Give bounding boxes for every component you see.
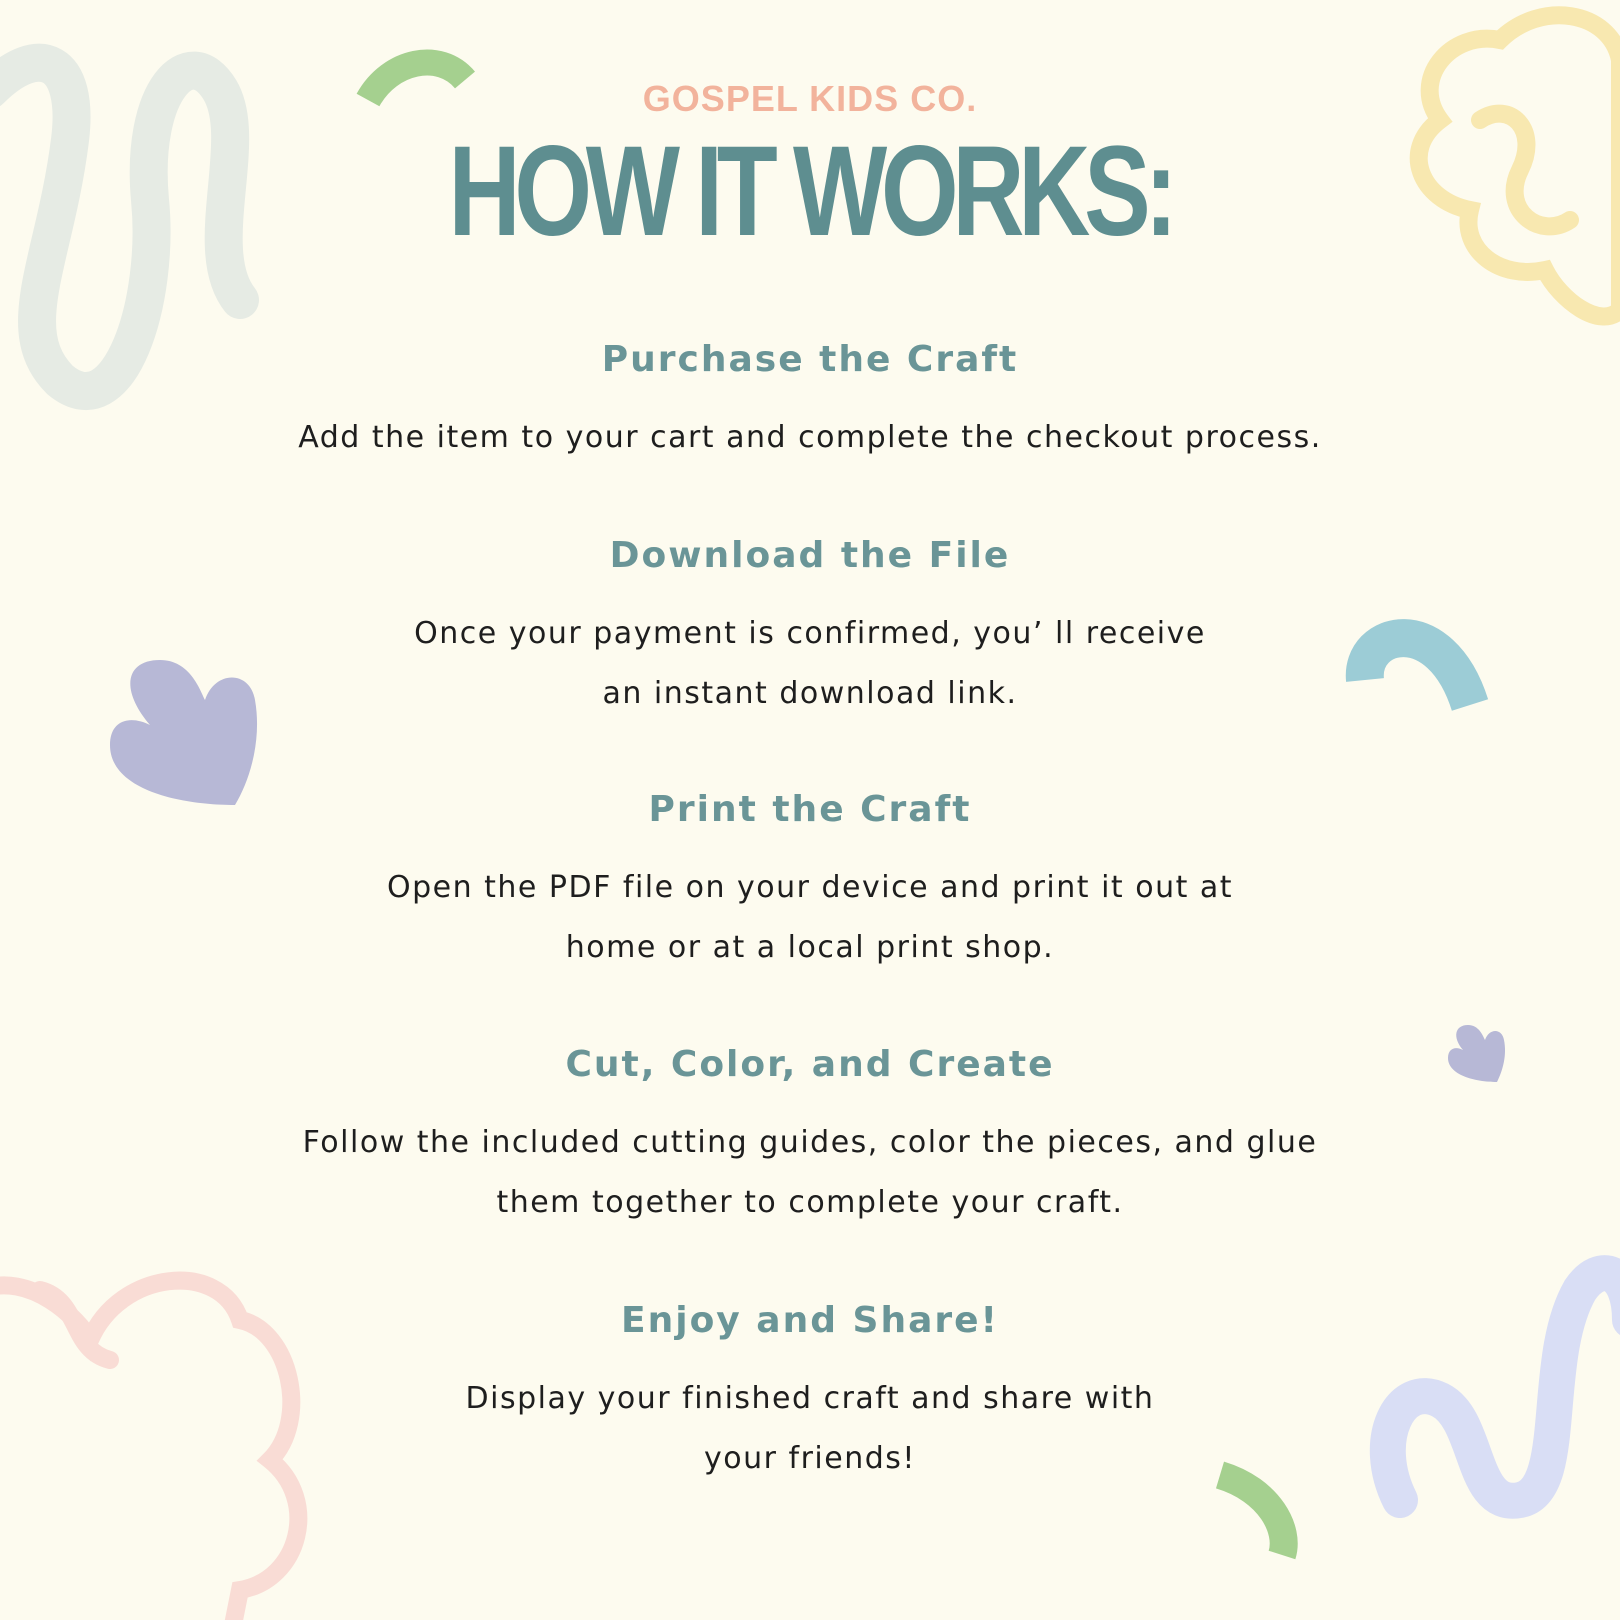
step-print: [0, 789, 1620, 978]
step-heading: Enjoy and Share!: [621, 1300, 999, 1341]
step-heading: Download the File: [609, 535, 1011, 576]
step-heading: Cut, Color, and Create: [565, 1044, 1055, 1085]
step-body: Open the PDF file on your device and print it out at home or at a local print shop.: [386, 870, 1234, 965]
step-body: Add the item to your cart and complete the checkout process.: [298, 420, 1322, 455]
step-download: [0, 535, 1620, 724]
brand-name: GOSPEL KIDS CO.: [642, 78, 978, 119]
step-body: Follow the included cutting guides, color the pieces, and glue them together to complete your craft.: [302, 1125, 1318, 1220]
step-body: Display your finished craft and share with your friends!: [465, 1381, 1155, 1476]
step-heading: Purchase the Craft: [601, 339, 1019, 380]
step-purchase: [0, 339, 1620, 468]
step-enjoy-share: [0, 1300, 1620, 1489]
page-title: HOW IT WORKS:: [448, 120, 1172, 263]
step-cut-color-create: [0, 1044, 1620, 1233]
step-heading: Print the Craft: [648, 789, 972, 830]
step-body: Once your payment is confirmed, you’ ll receive an instant download link.: [414, 616, 1206, 711]
